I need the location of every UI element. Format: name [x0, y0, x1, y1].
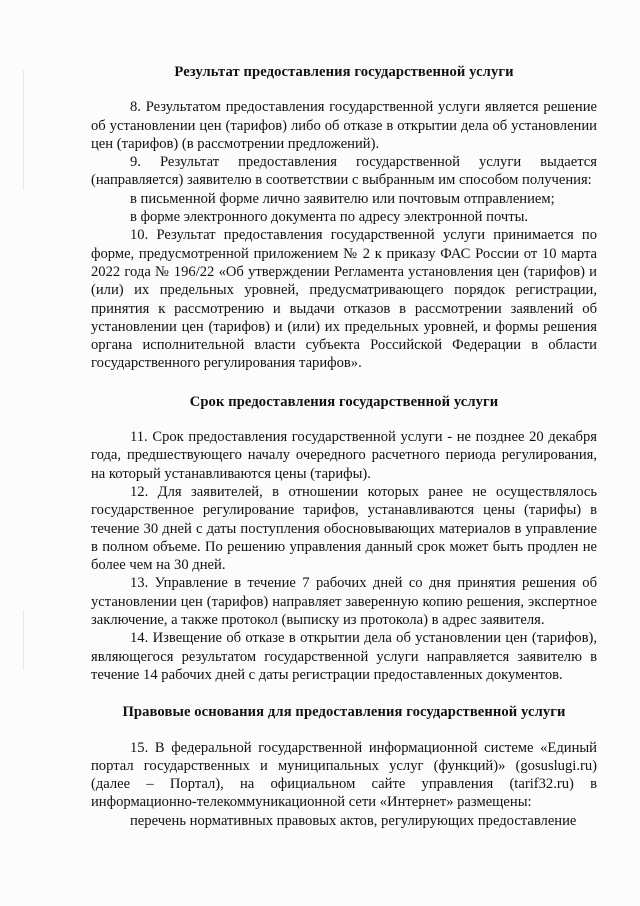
paragraph-11: 11. Срок предоставления государственной услуги - не позднее 20 декабря года, предшествующего началу очередного расчетного периода регулирования, на который устанавливаются цены (тарифы).: [91, 429, 597, 482]
paragraph-14: 14. Извещение об отказе в открытии дела об установлении цен (тарифов), являющегося результатом государственной услуги направляется заявителю в течение 14 рабочих дней с даты регистрации предоставленных документов.: [91, 630, 597, 683]
scan-edge-mark: [23, 610, 24, 670]
paragraph-10: 10. Результат предоставления государственной услуги принимается по форме, предусмотренной приложением № 2 к приказу ФАС России от 10 марта 2022 года № 196/22 «Об утверждении Регламента установления цен (тарифов) и (или) их предельных уровней, предусматривающего порядок регистрации, принятия к рассмотрению и выдачи отказов в рассмотрении заявлений об установлении цен (тарифов) и (или) их предельных уровней, и формы решения органа исполнительной власти субъекта Российской Федерации в области государственного регулирования тарифов».: [91, 227, 597, 372]
paragraph-9: 9. Результат предоставления государственной услуги выдается (направляется) заявителю в соответствии с выбранным им способом получения:: [91, 154, 597, 189]
document-body: [91, 63, 597, 830]
section-heading-legal: Правовые основания для предоставления государственной услуги: [122, 704, 566, 721]
section-heading-result: Результат предоставления государственной услуги: [174, 64, 514, 80]
paragraph-15: 15. В федеральной государственной информационной системе «Единый портал государственных и муниципальных услуг (функций)» (gosuslugi.ru) (далее – Портал), на официальном сайте управления (tarif32.ru) в информационно-телекоммуникационной сети «Интернет» размещены:: [91, 739, 597, 811]
paragraph-9-option-electronic: в форме электронного документа по адресу электронной почты.: [130, 209, 529, 226]
paragraph-15-list-item: перечень нормативных правовых актов, регулирующих предоставление: [130, 812, 577, 829]
paragraph-12: 12. Для заявителей, в отношении которых ранее не осуществлялось государственное регулирование тарифов, устанавливаются цены (тарифы) в течение 30 дней с даты поступления обосновывающих материалов в управление в полном объеме. По решению управления данный срок может быть продлен не более чем на 30 дней.: [91, 483, 597, 574]
section-heading-term: Срок предоставления государственной услуги: [189, 393, 499, 410]
scan-edge-mark: [23, 70, 24, 190]
paragraph-13: 13. Управление в течение 7 рабочих дней со дня принятия решения об установлении цен (тарифов) направляет заверенную копию решения, экспертное заключение, а также протокол (выписку из протокола) в адрес заявителя.: [91, 575, 597, 629]
paragraph-8: 8. Результатом предоставления государственной услуги является решение об установлении цен (тарифов) либо об отказе в открытии дела об установлении цен (тарифов) (в рассмотрении предложений).: [91, 99, 597, 152]
paragraph-9-option-paper: в письменной форме лично заявителю или почтовым отправлением;: [130, 190, 555, 207]
